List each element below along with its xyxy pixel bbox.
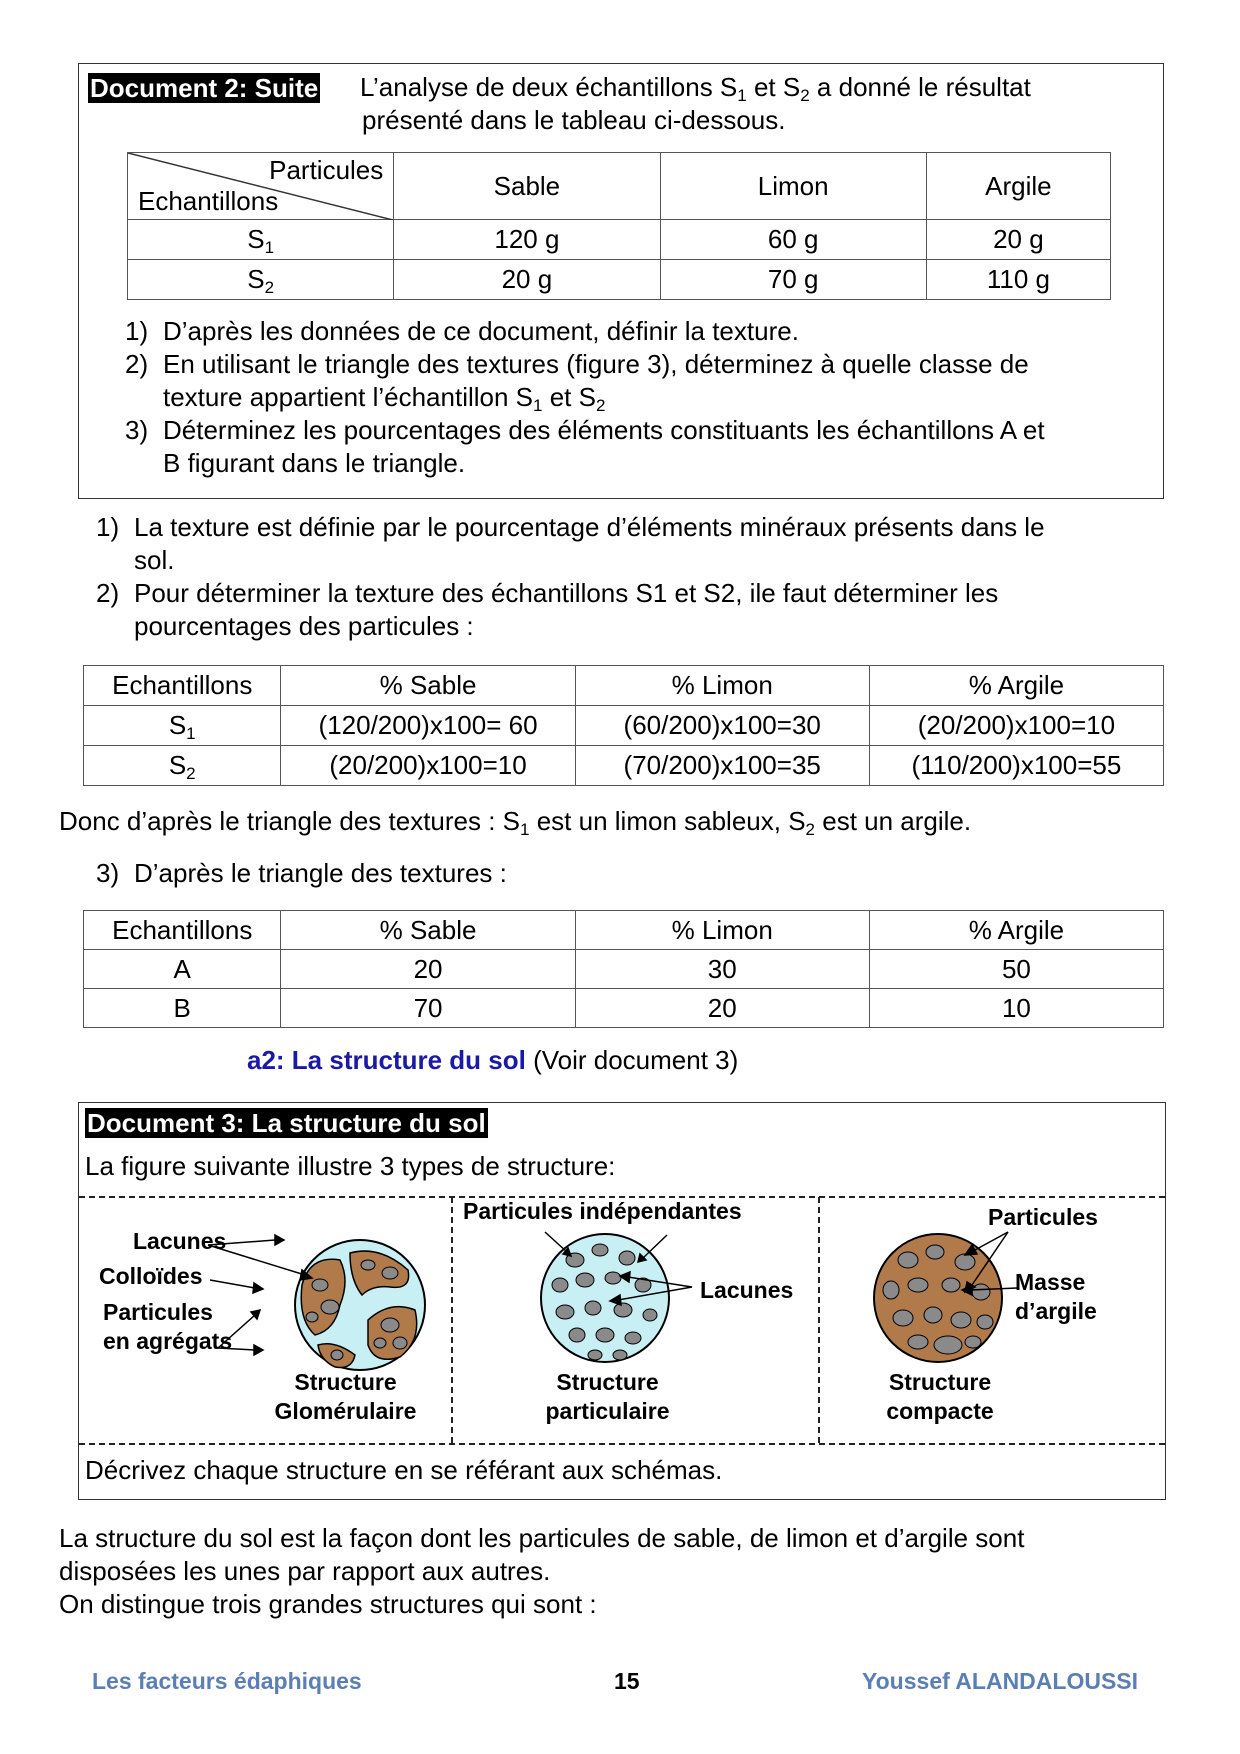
table-row: $S_2$ (20/200)x100=10 (70/200)x100=35 (110/200)x100=55 bbox=[84, 746, 1164, 786]
structure-types-intro: On distingue trois grandes structures qui sont : bbox=[59, 1589, 597, 1619]
table-header-row: Echantillons % Sable % Limon % Argile bbox=[84, 911, 1164, 950]
header-limon: Limon bbox=[660, 153, 926, 220]
table-row: $S_1$ 120 g 60 g 20 g bbox=[128, 220, 1111, 260]
question-3: 3) Déterminez les pourcentages des éléments constituants les échantillons A et bbox=[125, 415, 1045, 445]
label-particules-agregats: Particules en agrégats bbox=[103, 1299, 233, 1354]
caption-particular: Structure particulaire bbox=[545, 1369, 670, 1424]
sample-mass-table bbox=[127, 152, 1111, 300]
particular-lacunes-arrows-icon bbox=[600, 1265, 695, 1315]
label-masse-argile: Masse d’argile bbox=[1015, 1269, 1097, 1324]
table-row: $S_2$ 20 g 70 g 110 g bbox=[128, 260, 1111, 300]
percentage-table-s1-s2 bbox=[83, 665, 1164, 786]
table-row: B 70 20 10 bbox=[84, 989, 1164, 1028]
caption-glomerular: Structure Glomérulaire bbox=[274, 1369, 417, 1424]
answer-2: 2) Pour déterminer la texture des échantillons S1 et S2, ile faut déterminer les bbox=[96, 578, 999, 608]
answer-3: 3) D’après le triangle des textures : bbox=[96, 858, 507, 888]
footer-author: Youssef ALANDALOUSSI bbox=[862, 1668, 1139, 1694]
dashed-divider-right bbox=[818, 1197, 820, 1443]
caption-compact: Structure compacte bbox=[886, 1369, 994, 1424]
document-2-tag: Document 2: Suite bbox=[90, 73, 319, 103]
section-a2-heading: a2: La structure du sol (Voir document 3) bbox=[247, 1045, 739, 1075]
label-lacunes-particular: Lacunes bbox=[700, 1277, 794, 1303]
answer-1: 1) La texture est définie par le pourcentage d’éléments minéraux présents dans le bbox=[96, 512, 1045, 542]
document-2-intro-line1: L’analyse de deux échantillons $S_1$ et $S_2$ a donné le résultat bbox=[360, 72, 1031, 105]
texture-conclusion: Donc d’après le triangle des textures : $S_1$ est un limon sableux, $S_2$ est un argile. bbox=[59, 806, 972, 839]
table-row: A 20 30 50 bbox=[84, 950, 1164, 989]
dashed-divider-bottom bbox=[79, 1443, 1165, 1445]
document-2-questions: 1) D’après les données de ce document, définir la texture. 2) En utilisant le triangle des textures (figure 3), déterminez à quelle classe de texture appartient l’échantillon $S_1$ et $S_2$ 3) Déterminez les pourcentages des éléments constituants les échantillons A et B figurant dans le triangle. bbox=[125, 316, 1045, 478]
label-particules-independantes: Particules indépendantes bbox=[463, 1198, 742, 1224]
footer-title: Les facteurs édaphiques bbox=[92, 1668, 362, 1694]
label-lacunes: Lacunes bbox=[133, 1228, 227, 1254]
structure-definition-line1: La structure du sol est la façon dont les particules de sable, de limon et d’argile sont bbox=[59, 1523, 1025, 1553]
question-2: 2) En utilisant le triangle des textures (figure 3), déterminez à quelle classe de bbox=[125, 349, 1029, 379]
dashed-divider-left bbox=[451, 1197, 453, 1443]
percentage-table-a-b bbox=[83, 910, 1164, 1028]
table-row: $S_1$ (120/200)x100= 60 (60/200)x100=30 (20/200)x100=10 bbox=[84, 706, 1164, 746]
header-sable: Sable bbox=[394, 153, 660, 220]
document-3-question: Décrivez chaque structure en se référant aux schémas. bbox=[85, 1455, 723, 1485]
label-particules-compact: Particules bbox=[988, 1204, 1098, 1230]
header-argile: Argile bbox=[926, 153, 1110, 220]
corner-header-cell: Particules Echantillons bbox=[128, 153, 394, 220]
question-1: 1) D’après les données de ce document, définir la texture. bbox=[125, 316, 799, 346]
table-header-row: Echantillons % Sable % Limon % Argile bbox=[84, 666, 1164, 706]
page-number: 15 bbox=[614, 1668, 640, 1694]
label-colloides: Colloïdes bbox=[99, 1263, 203, 1289]
document-3-tag: Document 3: La structure du sol bbox=[87, 1108, 486, 1138]
document-3-intro: La figure suivante illustre 3 types de structure: bbox=[85, 1151, 616, 1181]
document-2-intro-line2: présenté dans le tableau ci-dessous. bbox=[362, 105, 786, 135]
structure-definition-line2: disposées les unes par rapport aux autres. bbox=[59, 1556, 551, 1586]
answers-1-2: 1) La texture est définie par le pourcentage d’éléments minéraux présents dans le sol. 2) Pour déterminer la texture des échantillons S1 et S2, ile faut déterminer les pourcentages des particules : bbox=[96, 512, 1045, 641]
